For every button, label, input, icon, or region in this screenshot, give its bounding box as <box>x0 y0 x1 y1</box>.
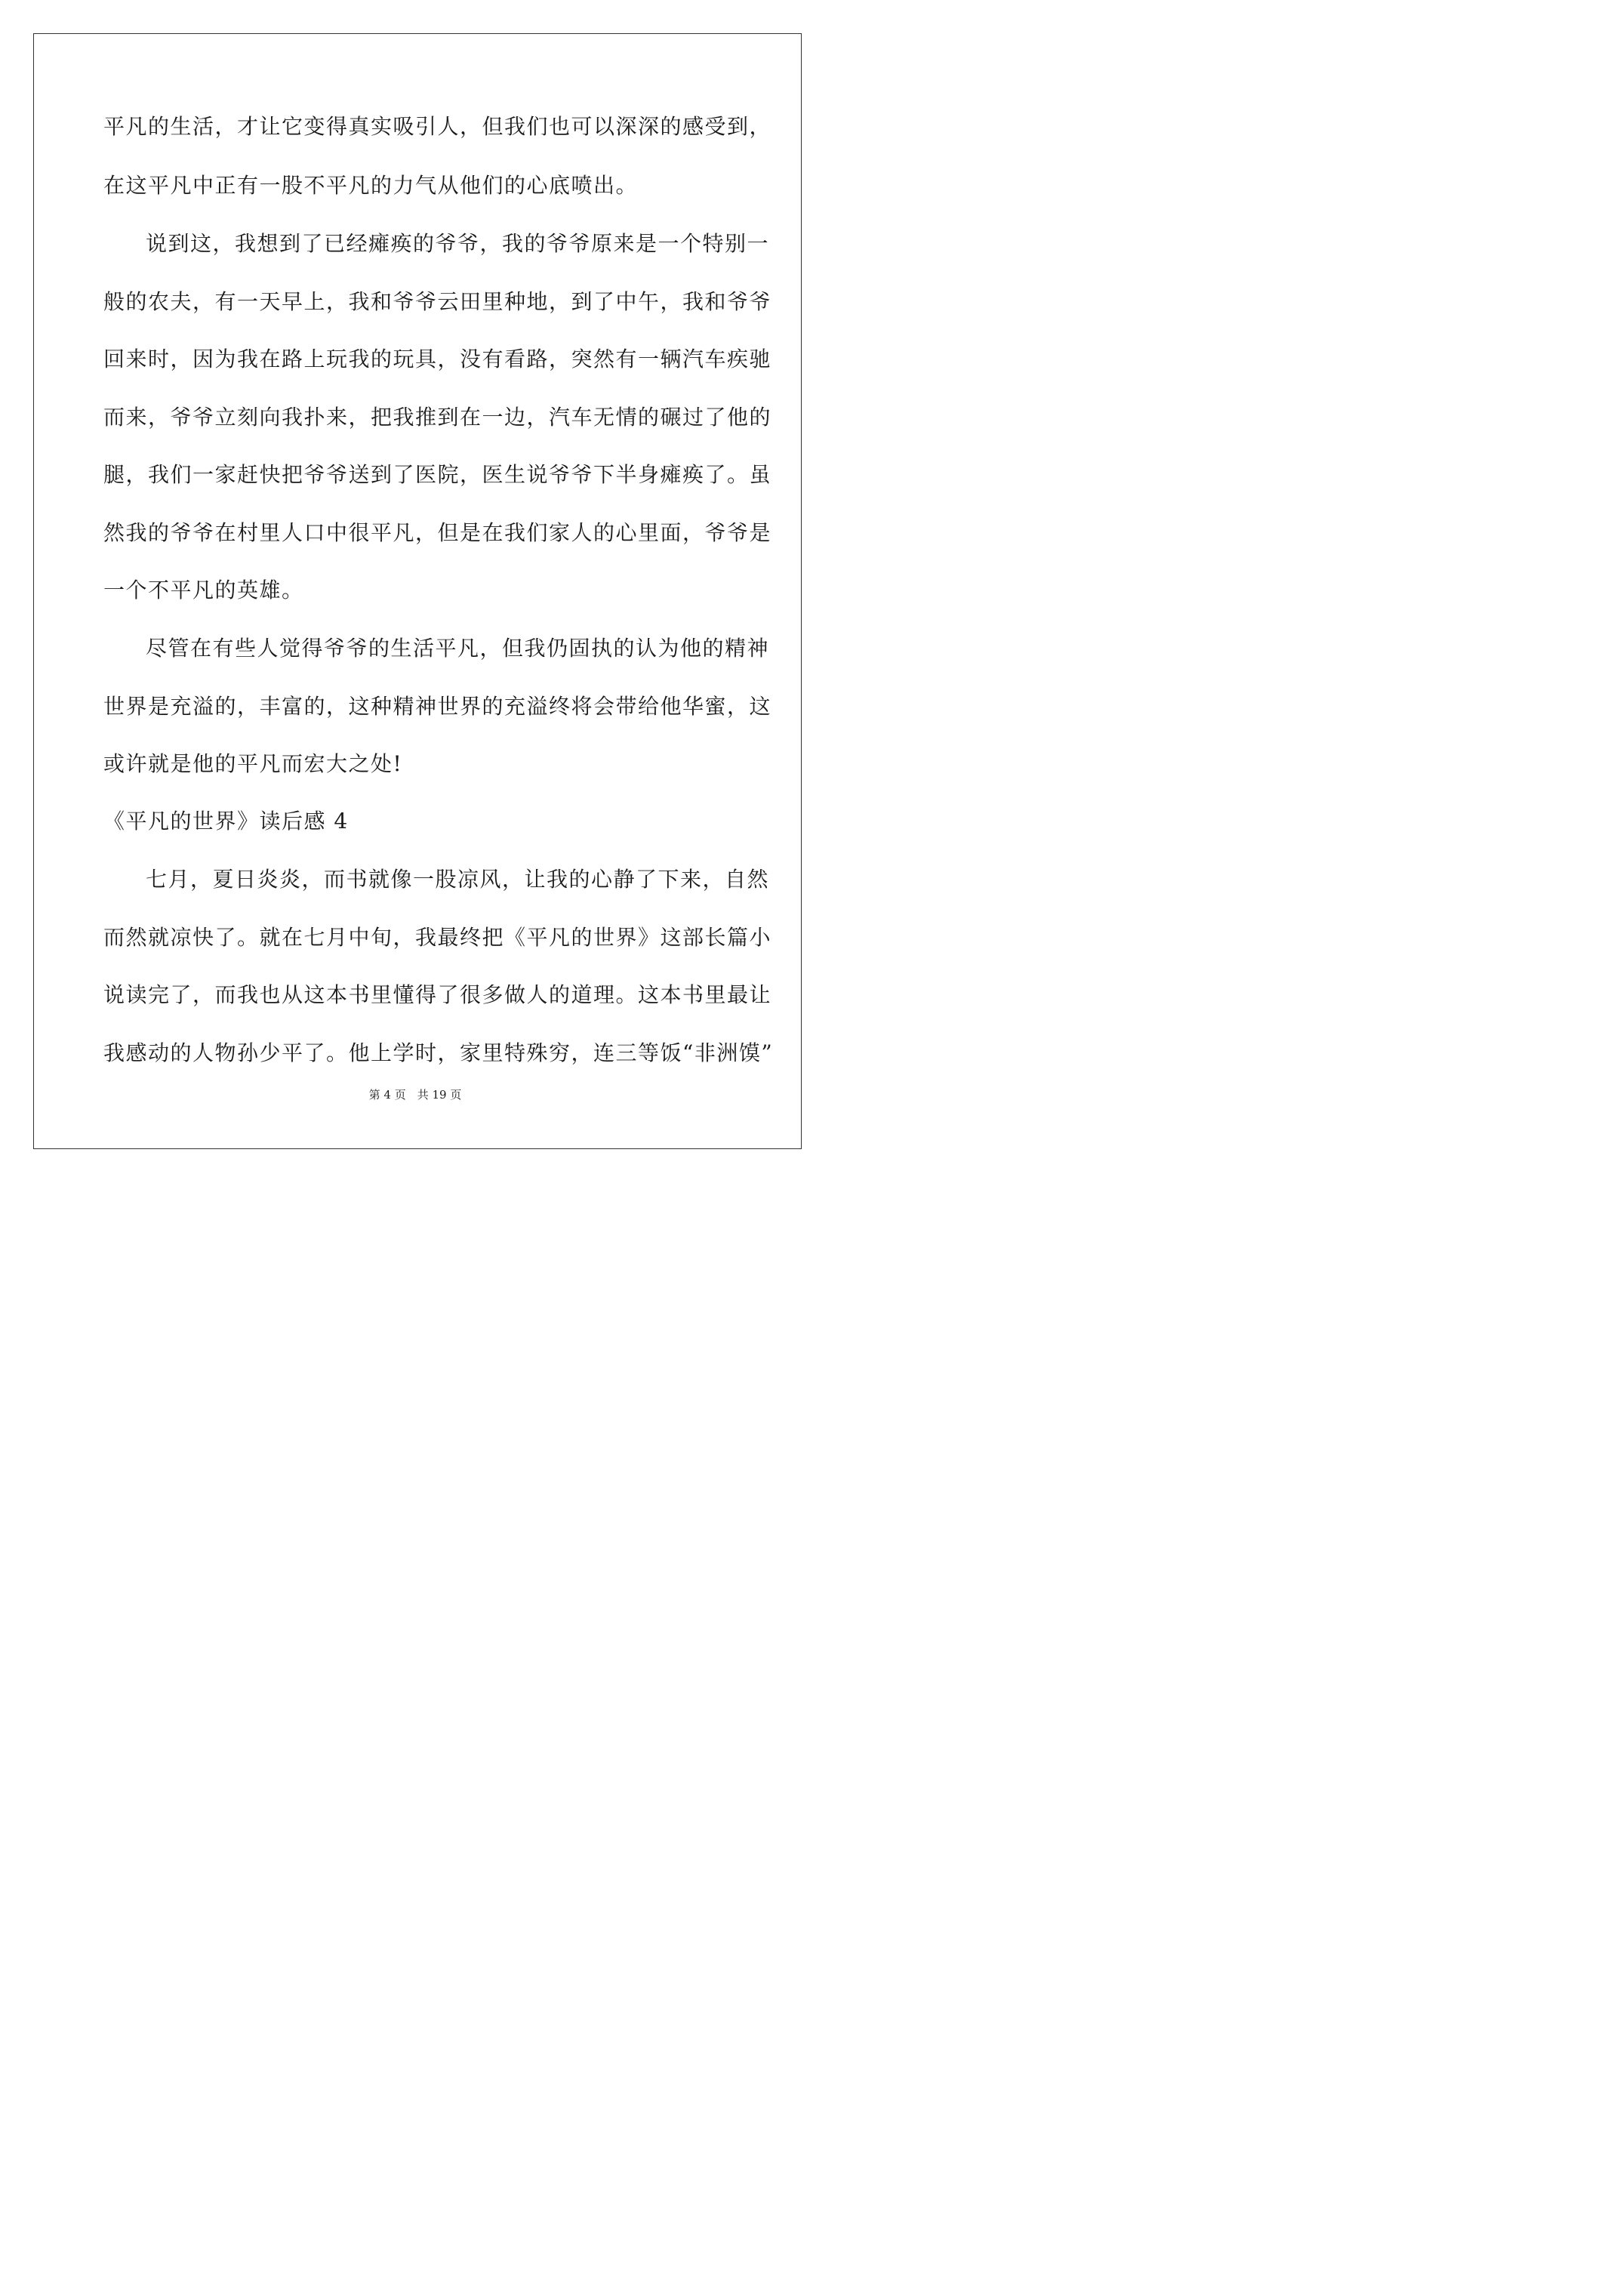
text-line: 或许就是他的平凡而宏大之处! <box>103 751 403 776</box>
text-line: 然我的爷爷在村里人口中很平凡，但是在我们家人的心里面，爷爷是 <box>103 520 772 545</box>
text-line: 而然就凉快了。就在七月中旬，我最终把《平凡的世界》这部长篇小 <box>103 925 772 950</box>
page-number-footer: 第 4 页 共 19 页 <box>368 1088 462 1102</box>
paragraph-start-line: 说到这，我想到了已经瘫痪的爷爷，我的爷爷原来是一个特别一 <box>146 231 770 256</box>
text-line: 世界是充溢的，丰富的，这种精神世界的充溢终将会带给他华蜜，这 <box>103 694 772 719</box>
text-line: 回来时，因为我在路上玩我的玩具，没有看路，突然有一辆汽车疾驰 <box>103 347 772 371</box>
text-line: 我感动的人物孙少平了。他上学时，家里特殊穷，连三等饭“非洲馍” <box>103 1040 774 1065</box>
section-heading: 《平凡的世界》读后感 4 <box>103 809 349 834</box>
text-line: 在这平凡中正有一股不平凡的力气从他们的心底喷出。 <box>103 173 639 198</box>
paragraph-start-line: 尽管在有些人觉得爷爷的生活平凡，但我仍固执的认为他的精神 <box>146 636 770 661</box>
text-line: 腿，我们一家赶快把爷爷送到了医院，医生说爷爷下半身瘫痪了。虽 <box>103 462 772 487</box>
text-line: 说读完了，而我也从这本书里懂得了很多做人的道理。这本书里最让 <box>103 982 772 1007</box>
text-line: 一个不平凡的英雄。 <box>103 578 304 603</box>
paragraph-start-line: 七月，夏日炎炎，而书就像一股凉风，让我的心静了下来，自然 <box>146 867 770 892</box>
text-line: 般的农夫，有一天早上，我和爷爷云田里种地，到了中午，我和爷爷 <box>103 289 772 314</box>
text-line: 平凡的生活，才让它变得真实吸引人，但我们也可以深深的感受到， <box>103 114 772 139</box>
text-line: 而来，爷爷立刻向我扑来，把我推到在一边，汽车无情的碾过了他的 <box>103 405 772 430</box>
